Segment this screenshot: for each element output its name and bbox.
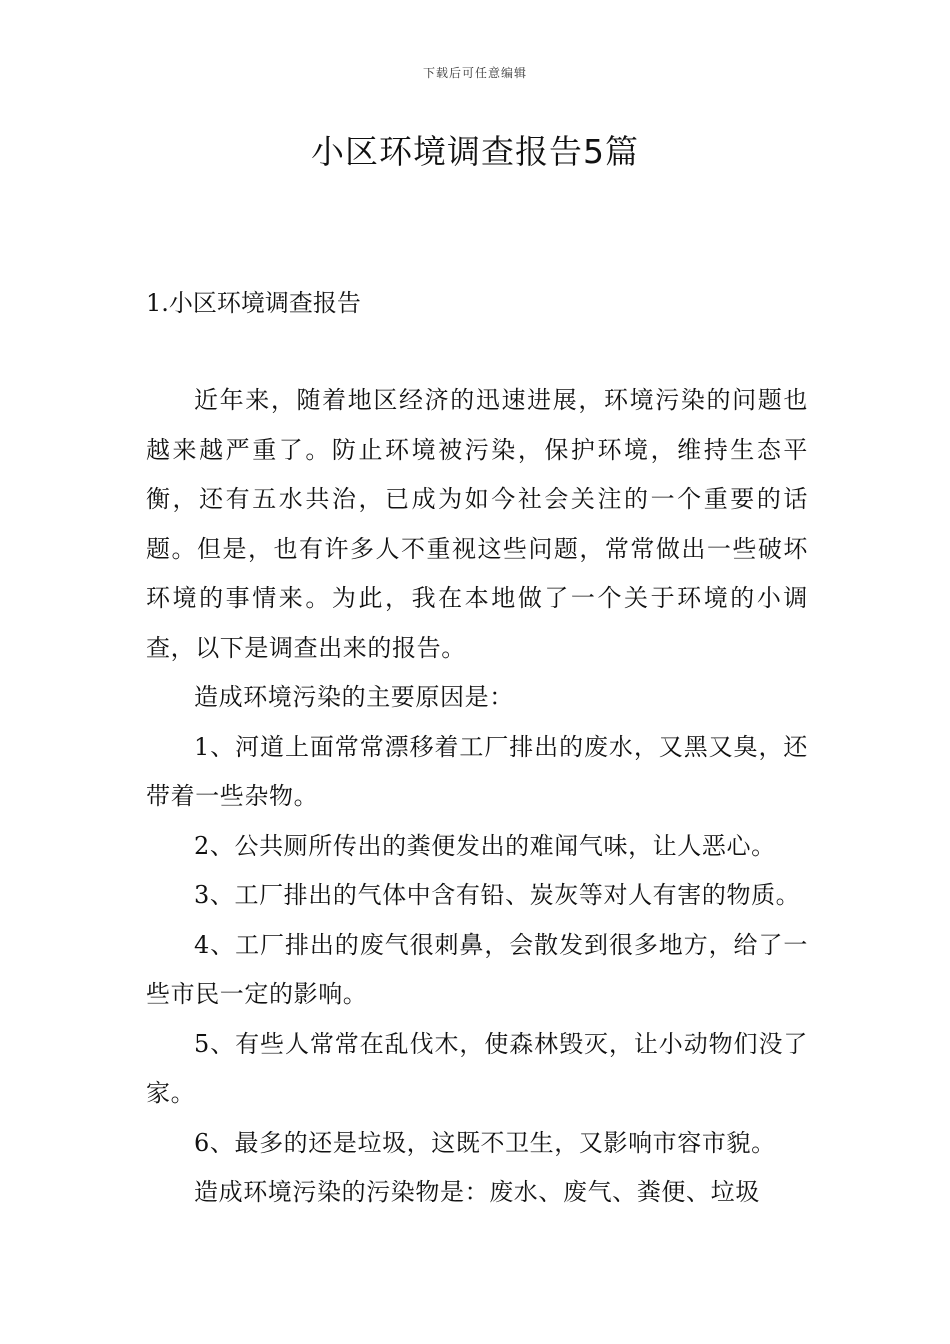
section-heading: 1.小区环境调查报告 xyxy=(146,289,361,317)
paragraph-cause-6: 6、最多的还是垃圾，这既不卫生，又影响市容市貌。 xyxy=(194,1128,776,1157)
paragraph-pollutants: 造成环境污染的污染物是：废水、废气、粪便、垃圾 xyxy=(194,1178,760,1206)
header-note: 下载后可任意编辑 xyxy=(422,66,527,80)
document-title: 小区环境调查报告5篇 xyxy=(311,132,639,171)
paragraph-intro: 近年来，随着地区经济的迅速进展，环境污染的问题也越来越严重了。防止环境被污染，保护环境，维持生态平衡，还有五水共治，已成为如今社会关注的一个重要的话题。但是，也有许多人不重视这些问题，常常做出一些破坏环境的事情来。为此，我在本地做了一个关于环境的小调查，以下是调查出来的报告。 xyxy=(146,386,808,662)
paragraph-cause-3: 3、工厂排出的气体中含有铅、炭灰等对人有害的物质。 xyxy=(194,881,801,909)
paragraph-cause-1: 1、河道上面常常漂移着工厂排出的废水，又黑又臭，还带着一些杂物。 xyxy=(146,732,808,810)
paragraph-cause-5: 5、有些人常常在乱伐木，使森林毁灭，让小动物们没了家。 xyxy=(146,1029,808,1107)
paragraph-causes-lead: 造成环境污染的主要原因是： xyxy=(194,683,514,711)
body-text xyxy=(146,376,808,1218)
paragraph-cause-2: 2、公共厕所传出的粪便发出的难闻气味，让人恶心。 xyxy=(194,831,776,860)
paragraph-cause-4: 4、工厂排出的废气很刺鼻，会散发到很多地方，给了一些市民一定的影响。 xyxy=(146,930,808,1008)
